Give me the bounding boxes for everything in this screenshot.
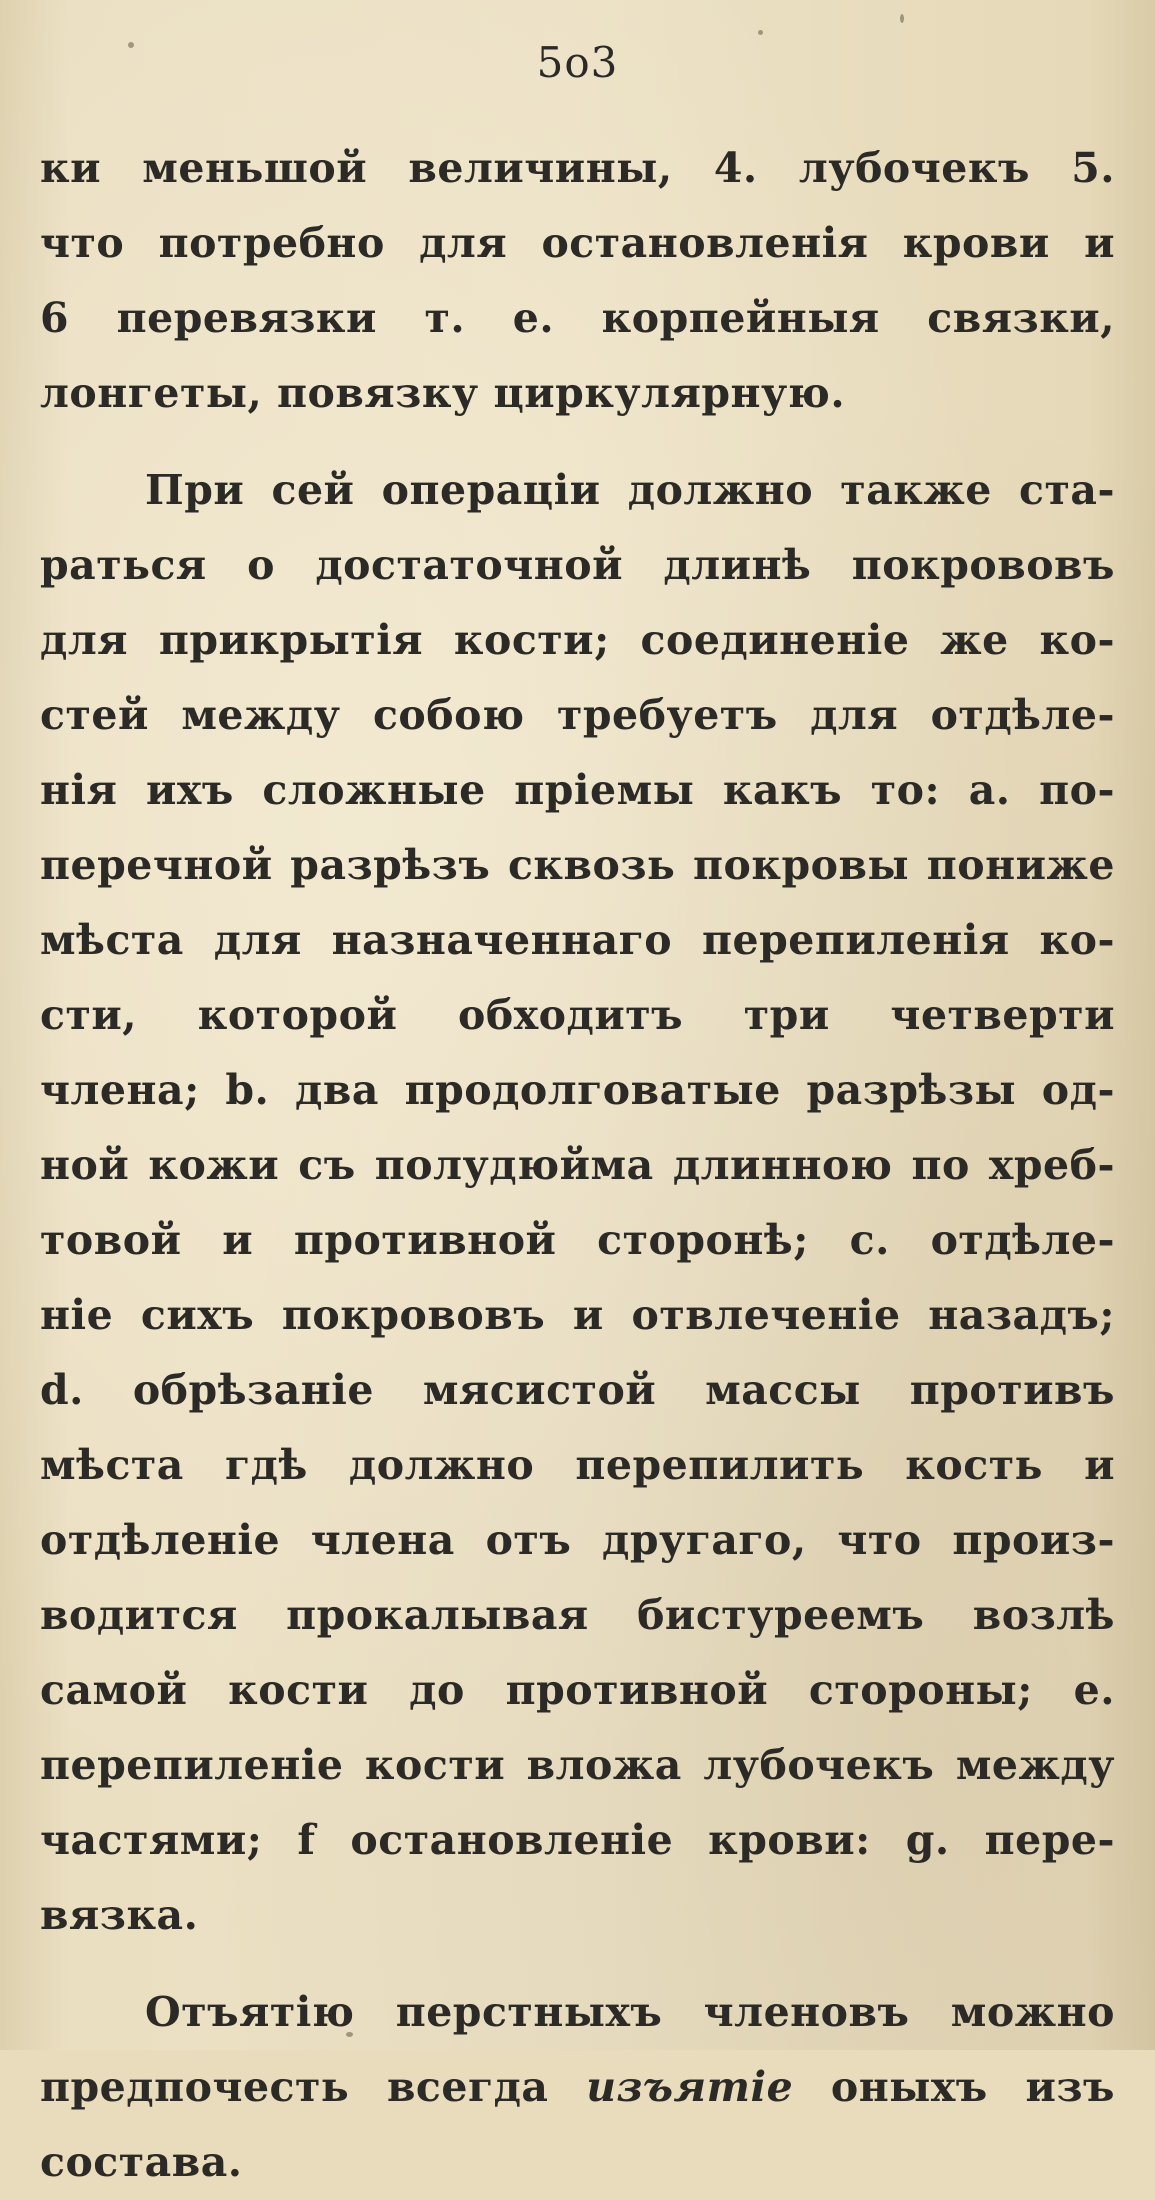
paragraph-gap bbox=[40, 431, 1115, 453]
text-line: самой кости до противной стороны; e. bbox=[40, 1666, 1115, 1714]
text-line: ки меньшой величины, 4. лубочекъ 5. bbox=[40, 144, 1115, 192]
text-line: 6 перевязки т. е. корпейныя связки, bbox=[40, 294, 1115, 342]
text-line: лонгеты, повязку циркулярную. bbox=[40, 369, 846, 417]
ink-speck bbox=[128, 42, 134, 48]
text-span: оныхъ изъ bbox=[793, 2063, 1115, 2111]
text-line: мѣста гдѣ должно перепилить кость и bbox=[40, 1441, 1115, 1489]
text-line: водится прокалывая бистуреемъ возлѣ bbox=[40, 1591, 1115, 1639]
body-text bbox=[40, 131, 1115, 2200]
paragraph-1 bbox=[40, 131, 1115, 431]
text-line: сти, которой обходитъ три четверти bbox=[40, 991, 1115, 1039]
text-line: отдѣленіе члена отъ другаго, что произ- bbox=[40, 1516, 1115, 1564]
paragraph-3 bbox=[40, 1975, 1115, 2200]
text-line: перечной разрѣзъ сквозь покровы пониже bbox=[40, 841, 1115, 889]
text-line: Отъятію перстныхъ членовъ можно bbox=[145, 1988, 1115, 2036]
text-line: d. обрѣзаніе мясистой массы противъ bbox=[40, 1366, 1115, 1414]
text-line: что потребно для остановленія крови и bbox=[40, 219, 1115, 267]
text-line: ніе сихъ покрововъ и отвлеченіе назадъ; bbox=[40, 1291, 1115, 1339]
text-line: раться о достаточной длинѣ покрововъ bbox=[40, 541, 1115, 589]
text-line: товой и противной сторонѣ; c. отдѣле- bbox=[40, 1216, 1115, 1264]
text-line: частями; f остановленіе крови: g. пере- bbox=[40, 1816, 1115, 1864]
paragraph-gap bbox=[40, 1953, 1115, 1975]
text-line: вязка. bbox=[40, 1891, 199, 1939]
text-line: члена; b. два продолговатые разрѣзы од- bbox=[40, 1066, 1115, 1114]
paragraph-2 bbox=[40, 453, 1115, 1953]
text-line: для прикрытія кости; соединеніе же ко- bbox=[40, 616, 1115, 664]
ink-speck bbox=[346, 2032, 353, 2037]
italic-word: изъятіе bbox=[586, 2063, 794, 2111]
text-line bbox=[40, 2050, 1115, 2125]
text-line: ной кожи съ полудюйма длинною по хреб- bbox=[40, 1141, 1115, 1189]
text-line: мѣста для назначеннаго перепиленія ко- bbox=[40, 916, 1115, 964]
ink-speck bbox=[460, 1765, 464, 1769]
text-span: предпочесть всегда bbox=[40, 2063, 587, 2111]
text-line: При сей операціи должно также ста- bbox=[145, 466, 1115, 514]
text-line: нія ихъ сложные пріемы какъ то: а. по- bbox=[40, 766, 1115, 814]
ink-speck bbox=[900, 14, 904, 23]
text-line: перепиленіе кости вложа лубочекъ между bbox=[40, 1741, 1115, 1789]
ink-speck bbox=[758, 30, 763, 35]
text-line: состава. bbox=[40, 2138, 243, 2186]
text-line: стей между собою требуетъ для отдѣле- bbox=[40, 691, 1115, 739]
page-number: 5o3 bbox=[536, 38, 619, 87]
